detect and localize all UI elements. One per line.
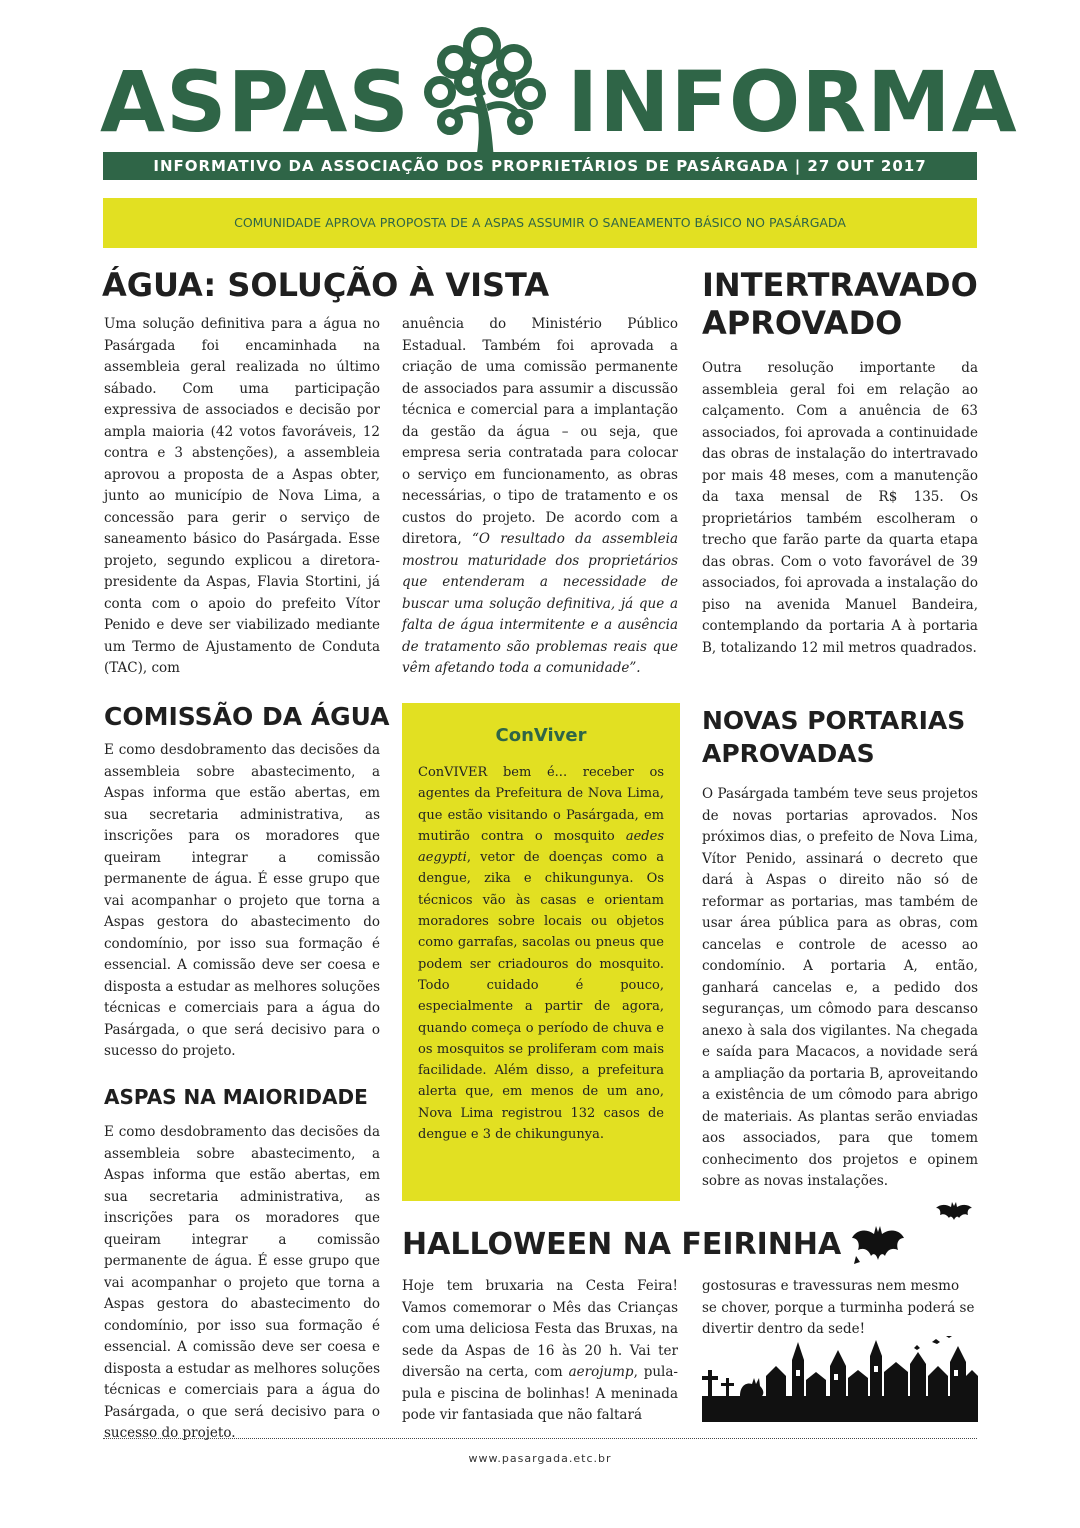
portarias-text: O Pasárgada também teve seus projetos de novas portarias aprovados. Nos próximos dias, o prefeito de Nova Lima, Vítor Penido, assinará o decreto que dará à Aspas o direito não só de reformar as portarias, mas também de usar área pública para as obras, com cancelas e controle de acesso ao condomínio. A portaria A, então, ganhará cancelas e, a pedido dos seguranças, um cômodo para descanso anexo à sala dos vigilantes. Na chegada e saída para Macacos, a novidade será a ampliação da portaria B, aproveitando a existência de um cômodo para abrigo de materiais. As plantas serão enviadas aos associados, para que tomem conhecimento dos projetos e opinem sobre as novas instalações. — [702, 786, 978, 1189]
bat-icon — [846, 1220, 906, 1270]
agua-quote: “O resultado da assembleia mostrou maturidade dos proprietários que entenderam a necessidade de buscar uma solução definitiva, já que a falta de água intermitente e a ausência de tratamento são problemas reais que vêm afetando toda a comunidade”. — [402, 531, 679, 676]
maioridade-text: E como desdobramento das decisões da assembleia sobre abastecimento, a Aspas informa que estão abertas, em sua secretaria administrativa, as inscrições para os moradores que queiram integrar a comissão permanente de água. É esse grupo que vai acompanhar o projeto que torna a Aspas gestora do abastecimento do condomínio, por isso sua formação é essencial. A comissão deve ser coesa e disposta a estudar as melhores soluções técnicas e comerciais para a água do Pasárgada, o que será decisivo para o sucesso do projeto. — [104, 1124, 380, 1441]
headline-banner: COMUNIDADE APROVA PROPOSTA DE A ASPAS ASSUMIR O SANEAMENTO BÁSICO NO PASÁRGADA — [103, 198, 977, 248]
halloween-text-italic: aerojump — [568, 1364, 634, 1380]
agua-col2-text: anuência do Ministério Público Estadual. Também foi aprovada a criação de uma comissão permanente de associados para assumir a discussão técnica e comercial para a implantação da gestão da água – ou seja, que empresa seria contratada para colocar o serviço em funcionamento, as obras necessárias, o tipo de tratamento e os custos do projeto. De acordo com a diretora, — [402, 316, 678, 547]
masthead-title-right: INFORMA — [567, 53, 1018, 151]
haunted-town-silhouette-icon — [702, 1336, 978, 1422]
intertravado-title — [702, 266, 978, 342]
portarias-title — [702, 704, 965, 770]
agua-text-col2 — [402, 314, 678, 680]
masthead-subtitle: INFORMATIVO DA ASSOCIAÇÃO DOS PROPRIETÁRIOS DE PASÁRGADA | 27 OUT 2017 — [103, 152, 977, 180]
agua-text-col1: Uma solução definitiva para a água no Pasárgada foi encaminhada na assembleia geral realizada no último sábado. Com uma participação expressiva de associados e decisão por ampla maioria (42 votos favoráveis, 12 contra e 3 abstenções), a assembleia aprovou a proposta de a Aspas obter, junto ao município de Nova Lima, a concessão para gerir o serviço de saneamento básico do Pasárgada. Esse projeto, segundo explicou a diretora-presidente da Aspas, Flavia Stortini, já conta com o apoio do prefeito Vítor Penido e deve ser viabilizado mediante um Termo de Ajustamento de Conduta (TAC), com — [104, 316, 380, 676]
masthead-title-left: ASPAS — [100, 53, 410, 151]
footer-divider — [103, 1438, 977, 1439]
intertravado-text: Outra resolução importante da assembleia geral foi em relação ao calçamento. Com a anuência de 63 associados, foi aprovada a continuidade das obras de instalação do intertravado por mais 48 meses, com a manutenção da taxa mensal de R$ 135. Os proprietários também escolheram o trecho que farão parte da quarta etapa das obras. Com o voto favorável de 39 associados, foi aprovada a instalação do piso na avenida Manuel Bandeira, contemplando da portaria A à portaria B, totalizando 12 mil metros quadrados. — [702, 360, 978, 656]
halloween-title: HALLOWEEN NA FEIRINHA — [402, 1227, 842, 1262]
tree-logo-icon — [410, 20, 560, 160]
bat-icon — [934, 1198, 974, 1226]
halloween-text-col1 — [402, 1276, 678, 1427]
conviver-text-end: , vetor de doenças como a dengue, zika e chikungunya. Os técnicos vão às casas e orientam moradores sobre locais ou objetos como garrafas, sacolas ou pneus que podem ser criadouros do mosquito. Todo cuidado é pouco, especialmente a partir de agora, quando começa o período de chuva e os mosquitos se proliferam com mais facilidade. Além disso, a prefeitura alerta que, em menos de um ano, Nova Lima registrou 132 casos de dengue e 3 de chikungunya. — [418, 850, 664, 1143]
conviver-title: ConViver — [495, 725, 587, 746]
conviver-box — [402, 703, 680, 1201]
intertravado-title-line1: INTERTRAVADO — [702, 266, 978, 304]
conviver-text — [418, 762, 664, 1145]
portarias-title-line1: NOVAS PORTARIAS — [702, 706, 966, 735]
halloween-text-col2: gostosuras e travessuras nem mesmo se chover, porque a turminha poderá se divertir dentro da sede! — [702, 1278, 975, 1337]
agua-title: ÁGUA: SOLUÇÃO À VISTA — [102, 266, 550, 304]
comissao-title: COMISSÃO DA ÁGUA — [104, 702, 390, 731]
maioridade-title: ASPAS NA MAIORIDADE — [104, 1085, 368, 1109]
portarias-title-line2: APROVADAS — [702, 739, 875, 768]
conviver-text-italic: aedes aegypti — [418, 828, 664, 866]
conviver-text-start: ConVIVER bem é... receber os agentes da Prefeitura de Nova Lima, que estão visitando o Pasárgada, em mutirão contra o mosquito — [418, 765, 664, 844]
footer-url: www.pasargada.etc.br — [468, 1452, 612, 1465]
intertravado-title-line2: APROVADO — [702, 304, 903, 342]
halloween-text-start: Hoje tem bruxaria na Cesta Feira! Vamos comemorar o Mês das Crianças com uma deliciosa Festa das Bruxas, na sede da Aspas de 16 às 20 h. Vai ter diversão na certa, com — [402, 1278, 678, 1380]
comissao-text: E como desdobramento das decisões da assembleia sobre abastecimento, a Aspas informa que estão abertas, em sua secretaria administrativa, as inscrições para os moradores que queiram integrar a comissão permanente de água. É esse grupo que vai acompanhar o projeto que torna a Aspas gestora do abastecimento do condomínio, por isso sua formação é essencial. A comissão deve ser coesa e disposta a estudar as melhores soluções técnicas e comerciais para a água do Pasárgada, o que será decisivo para o sucesso do projeto. — [104, 742, 380, 1059]
halloween-text-end: , pula-pula e piscina de bolinhas! A meninada pode vir fantasiada que não faltará — [402, 1364, 678, 1423]
